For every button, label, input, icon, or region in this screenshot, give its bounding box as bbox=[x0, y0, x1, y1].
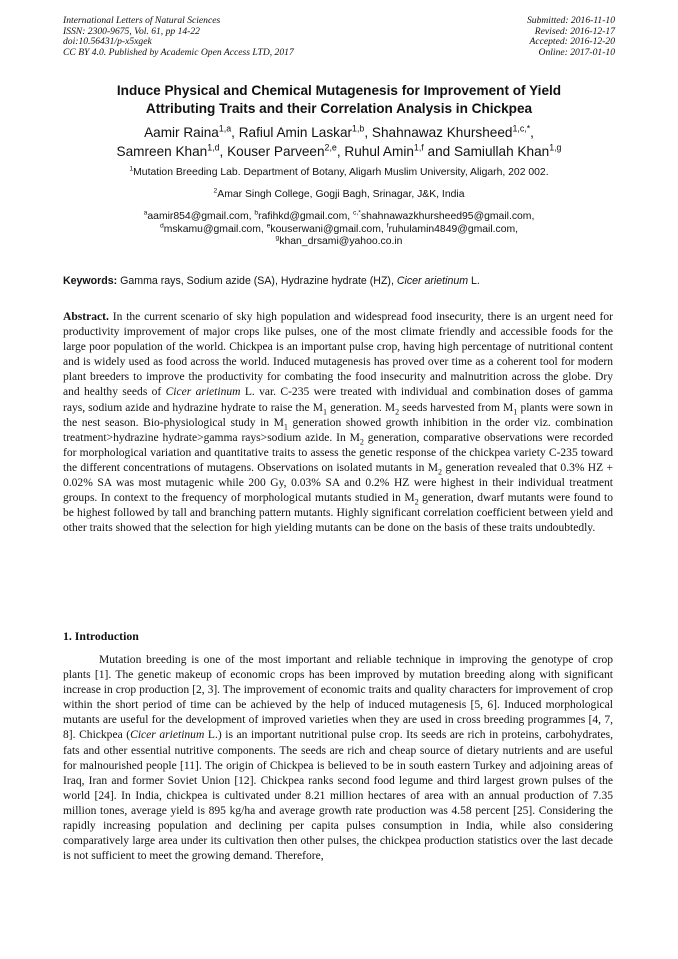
subscript: 2 bbox=[359, 437, 364, 447]
author-separator: , bbox=[231, 125, 239, 140]
affiliation-sup: 1 bbox=[129, 165, 134, 173]
author-name: Rafiul Amin Laskar bbox=[238, 125, 353, 140]
author-name: Shahnawaz Khursheed bbox=[371, 125, 513, 140]
abstract-text: In the current scenario of sky high population and widespread food insecurity, there is an urgent need for productivity improvement of major crops like pulses, one of the most climate friendly and accessible foods for the large poor population of the world. Chickpea is an important pulse crop, having high percentage of nutritional content and is widely used as food across the world. Induced mutagenesis has proved over time as a coherent tool for modern plant breeders to improve the productivity for combating the food insecurity and malnutrition across the globe. Dry and healthy seeds of bbox=[63, 311, 614, 399]
email-link[interactable]: shahnawazkhursheed95@gmail.com bbox=[360, 211, 532, 222]
author-name: Aamir Raina bbox=[144, 125, 219, 140]
journal-name: International Letters of Natural Sciences bbox=[63, 15, 221, 26]
email-link[interactable]: mskamu@gmail.com bbox=[163, 223, 261, 235]
abstract-paragraph bbox=[63, 310, 613, 536]
author-sup: 1,f bbox=[413, 141, 424, 152]
author-sup: 1,g bbox=[549, 141, 562, 152]
revised-date: Revised: 2016-12-17 bbox=[534, 25, 615, 37]
introduction-body bbox=[63, 653, 613, 864]
submitted-date: Submitted: 2016-11-10 bbox=[526, 15, 615, 26]
abstract-text: plants were sown in the nest season. Bio-physiological study in M bbox=[63, 401, 613, 429]
email-link[interactable]: rafihkd@gmail.com bbox=[258, 211, 348, 222]
affiliation-sup: 2 bbox=[213, 187, 218, 195]
email-sup: a bbox=[143, 209, 148, 217]
keywords-text: Gamma rays, Sodium azide (SA), Hydrazine hydrate (HZ), bbox=[120, 275, 394, 287]
email-line bbox=[40, 236, 638, 249]
abstract-species: Cicer arietinum bbox=[165, 386, 241, 399]
introduction-paragraph bbox=[63, 653, 613, 864]
author-name: Kouser Parveen bbox=[227, 143, 325, 159]
keywords-label: Keywords: bbox=[63, 275, 118, 287]
email-line: $^d$mskamu@gmail.com, $^e$kouserwani@gmail.com, $^f$ruhulamin4849@gmail.com, bbox=[159, 222, 519, 235]
subscript: 2 bbox=[395, 406, 400, 416]
journal-license: CC BY 4.0. Published by Academic Open Access LTD, 2017 bbox=[63, 46, 294, 58]
online-date: Online: 2017-01-10 bbox=[538, 46, 615, 58]
affiliation-1 bbox=[40, 167, 638, 180]
keywords-suffix: L. bbox=[471, 275, 480, 287]
affiliation-text: Amar Singh College, Gogji Bagh, Srinagar, J&K, India bbox=[217, 189, 465, 200]
author-separator: , bbox=[364, 125, 372, 140]
author-sup: 1,a bbox=[218, 123, 232, 134]
email-link[interactable]: ruhulamin4849@gmail.com bbox=[388, 223, 516, 235]
section-heading-introduction: 1. Introduction bbox=[63, 629, 139, 643]
introduction-text: L.) is an important nutritional pulse crop. Its seeds are rich in proteins, carbohydrates, fats and other essential nutritive components. The seeds are rich and cheap source of dietary nutrients and are useful for malnourished people [11]. The origin of Chickpea is believed to be in south eastern Turkey and adjoining areas of Iraq, Iran and former Soviet Union [12]. Chickpea ranks second food legume and third largest grown pulses of the world [24]. In India, chickpea is cultivated under 8.21 million hectares of area with an annual production of 7.35 million tones, average yield is 895 kg/ha and average growth rate production was 4.58 percent [25]. Considering the rapidly increasing population and declining per capita pulses consumption in India, while also considering comparatively large area under its cultivation then other pulses, the chickpea production statistics over the last decade is not sufficient to meet the growing demand. Therefore, bbox=[63, 729, 614, 863]
title-line: Induce Physical and Chemical Mutagenesis for Improvement of Yield bbox=[116, 83, 562, 98]
email-sup: d bbox=[159, 222, 164, 230]
email-sup: f bbox=[386, 222, 389, 230]
subscript: 2 bbox=[414, 497, 419, 507]
email-link[interactable]: aamir854@gmail.com bbox=[147, 211, 249, 222]
abstract-text: generation revealed that 0.3% HZ + 0.02% SA was most mutagenic while 200 Gy, 0.03% SA and 0.2% HZ were highest in their individual treatment groups. In context to the frequency of morphological mutants studied in M bbox=[63, 461, 613, 505]
journal-issn: ISSN: 2300-9675, Vol. 61, pp 14-22 bbox=[63, 25, 200, 37]
affiliation-text: Mutation Breeding Lab. Department of Botany, Aligarh Muslim University, Aligarh, 202 002. bbox=[133, 167, 549, 178]
abstract-text: seeds harvested from M bbox=[402, 401, 514, 414]
author-sup: 1,c,* bbox=[512, 123, 531, 134]
keywords-species: Cicer arietinum bbox=[396, 275, 469, 287]
abstract-text: generation showed growth inhibition in the order viz. combination treatment>hydrazine hydrate>gamma rays>sodium azide. In M bbox=[63, 416, 614, 444]
author-sup: 1,b bbox=[352, 123, 365, 134]
submission-dates bbox=[527, 16, 615, 58]
subscript: 1 bbox=[323, 406, 328, 416]
author-line bbox=[40, 124, 638, 143]
email-link[interactable]: kouserwani@gmail.com bbox=[270, 223, 381, 235]
email-sup: g bbox=[275, 234, 280, 242]
author-name: Samiullah Khan bbox=[453, 143, 550, 159]
email-link[interactable]: khan_drsami@yahoo.co.in bbox=[279, 236, 403, 248]
subscript: 1 bbox=[283, 421, 288, 431]
abstract-label: Abstract. bbox=[63, 311, 109, 323]
introduction-species: Cicer arietinum bbox=[130, 729, 205, 742]
author-name: Ruhul Amin bbox=[344, 143, 414, 159]
journal-info bbox=[63, 16, 294, 58]
accepted-date: Accepted: 2016-12-20 bbox=[529, 36, 615, 48]
subscript: 1 bbox=[513, 406, 518, 416]
author-sup: 2,e bbox=[324, 141, 337, 152]
email-list bbox=[40, 211, 638, 249]
keywords bbox=[63, 275, 623, 287]
author-name: Samreen Khan bbox=[116, 143, 208, 159]
author-separator: , bbox=[336, 143, 345, 159]
affiliation-2 bbox=[40, 189, 638, 202]
author-list bbox=[40, 124, 638, 161]
email-sup: b bbox=[254, 209, 259, 217]
author-separator: , bbox=[530, 125, 534, 140]
paper-title bbox=[52, 82, 626, 118]
email-sup: e bbox=[266, 222, 271, 230]
email-line: $^a$aamir854@gmail.com, $^b$rafihkd@gmail.com, $^{c,*}$shahnawazkhursheed95@gmail.com, bbox=[143, 209, 535, 222]
author-sup: 1,d bbox=[207, 141, 220, 152]
abstract bbox=[63, 310, 613, 536]
author-separator: , bbox=[219, 143, 228, 159]
title-line: Attributing Traits and their Correlation Analysis in Chickpea bbox=[145, 101, 533, 116]
email-sup: c,* bbox=[353, 209, 361, 217]
subscript: 2 bbox=[438, 467, 443, 477]
abstract-text: generation, comparative observations were recorded for morphological variation and quantitative traits to assess the genetic response of the chickpea variety C-235 toward the different concentrations of mutagens. Observations on isolated mutants in M bbox=[63, 431, 613, 474]
abstract-text: generation. M bbox=[330, 401, 396, 414]
journal-doi[interactable]: doi:10.56431/p-x5xgek bbox=[63, 36, 152, 48]
author-and: and bbox=[423, 143, 454, 159]
abstract-text: generation, dwarf mutants were found to be highest followed by tall and branching pattern mutants. Highly significant correlation coefficient between yield and other traits showed that the selection for high yielding mutants can be done on the basis of these traits undoubtedly. bbox=[63, 492, 613, 535]
introduction-text: Mutation breeding is one of the most important and reliable technique in improving the genotype of crop plants [1]. The genetic makeup of economic crops has been improved by mutation breeding along with significant increase in crop production [2, 3]. The improvement of economic traits and quality characters for improvement of crop within the short period of time can be achieved by the help of induced mutagenesis [5, 6]. Induced morphological mutants are useful for the development of improved varieties when they are used in cross breeding programmes [4, 7, 8]. Chickpea ( bbox=[63, 654, 613, 742]
author-line bbox=[40, 143, 638, 162]
abstract-text: L. var. C-235 were treated with individual and combination doses of gamma rays, sodium azide and hydrazine hydrate to raise the M bbox=[63, 386, 614, 414]
